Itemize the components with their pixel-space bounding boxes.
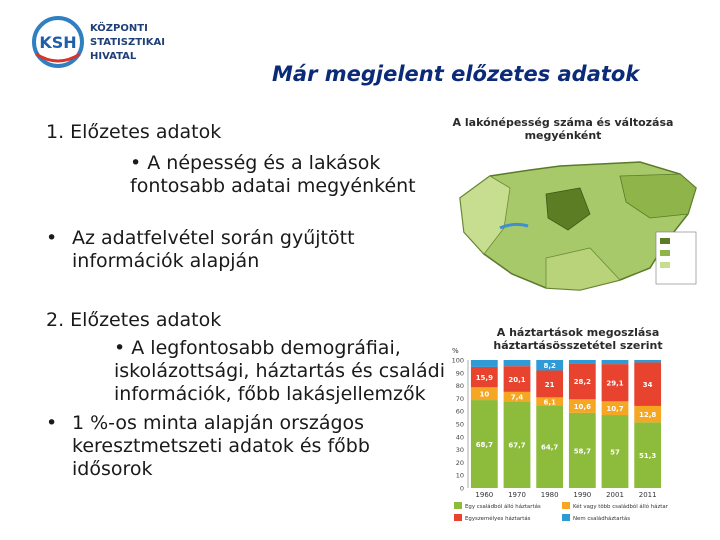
list-item-2: 2. Előzetes adatok [46, 309, 222, 331]
household-chart [446, 346, 668, 534]
data-label-1970-series-2: 20,1 [508, 376, 526, 385]
x-tick-label-1980: 1980 [540, 491, 559, 499]
bar-1990-series-3 [569, 360, 596, 363]
y-tick-label-8: 80 [455, 382, 464, 391]
list-item-2-point: • 1 %-os minta alapján országos keresztmetszeti adatok és főbb idősorok [72, 412, 402, 481]
legend-swatch-2 [454, 514, 462, 521]
legend-swatch-1 [562, 502, 570, 509]
data-label-2001-series-1: 10,7 [606, 405, 624, 414]
data-label-1980-series-1: 6,1 [543, 398, 556, 407]
logo-mark: KSH [39, 33, 77, 52]
bar-2011-series-3 [634, 360, 661, 362]
x-tick-label-1970: 1970 [508, 491, 526, 499]
data-label-1970-series-1: 7,4 [510, 393, 524, 402]
legend-label-2: Egyszemélyes háztartás [465, 516, 531, 522]
list-item-1-point: • Az adatfelvétel során gyűjtött információk alapján [72, 227, 402, 273]
logo-line3: HIVATAL [90, 51, 137, 62]
county-map [450, 158, 700, 298]
y-tick-label-3: 30 [455, 446, 464, 455]
data-label-1960-series-2: 15,9 [475, 374, 493, 383]
legend-swatch-3 [562, 514, 570, 521]
x-tick-label-2001: 2001 [606, 491, 624, 499]
bar-1960-series-3 [471, 360, 498, 367]
data-label-2011-series-1: 12,8 [639, 411, 657, 420]
legend-swatch-0 [454, 502, 462, 509]
data-label-1970-series-0: 67,7 [508, 441, 526, 450]
data-label-2011-series-0: 51,3 [639, 452, 657, 461]
data-label-1960-series-1: 10 [479, 390, 490, 399]
logo-line2: STATISZTIKAI [90, 37, 165, 48]
legend-swatch-2 [660, 250, 670, 256]
list-item-1-subpoint: • A népesség és a lakások fontosabb adatai megyénként [130, 152, 416, 197]
legend-swatch-1 [660, 238, 670, 244]
x-tick-label-1990: 1990 [573, 491, 592, 499]
legend-label-3: Nem családháztartás [573, 516, 631, 522]
chart-caption: A háztartások megoszlása háztartásösszetétel szerint [493, 326, 663, 352]
y-tick-label-5: 50 [455, 420, 464, 429]
legend-label-1: Két vagy több családból álló háztartás [573, 504, 668, 510]
y-tick-label-9: 90 [455, 369, 464, 378]
y-tick-label-2: 20 [455, 458, 464, 467]
data-label-1990-series-0: 58,7 [573, 447, 591, 456]
y-tick-label-6: 60 [455, 407, 464, 416]
y-tick-label-4: 40 [455, 433, 464, 442]
legend-label-0: Egy családból álló háztartás [465, 504, 541, 510]
data-label-1960-series-0: 68,7 [475, 441, 493, 450]
y-axis-unit: % [452, 347, 459, 355]
data-label-1990-series-1: 10,6 [573, 403, 591, 412]
x-tick-label-1960: 1960 [475, 491, 494, 499]
data-label-1980-series-0: 64,7 [541, 443, 559, 452]
list-item-1: 1. Előzetes adatok [46, 121, 222, 143]
y-tick-label-0: 0 [459, 484, 464, 493]
logo-line1: KÖZPONTI [90, 23, 148, 34]
data-label-1990-series-2: 28,2 [573, 378, 591, 387]
slide-title: Már megjelent előzetes adatok [272, 62, 640, 86]
bar-2001-series-3 [602, 360, 629, 364]
map-caption: A lakónépesség száma és változása megyénként [452, 116, 674, 142]
data-label-2001-series-2: 29,1 [606, 379, 624, 388]
data-label-2001-series-0: 57 [610, 448, 620, 457]
y-tick-label-1: 10 [455, 471, 464, 480]
y-tick-label-10: 100 [451, 356, 464, 365]
bar-1970-series-3 [504, 360, 531, 366]
list-item-2-subpoint: • A legfontosabb demográfiai, iskolázottsági, háztartás és családi információk, főbb lakásjellemzők [114, 337, 445, 405]
ksh-logo [30, 14, 190, 70]
legend-swatch-3 [660, 262, 670, 268]
y-tick-label-7: 70 [455, 394, 464, 403]
data-label-1980-series-2: 21 [544, 380, 555, 389]
x-tick-label-2011: 2011 [638, 491, 657, 499]
data-label-2011-series-2: 34 [642, 381, 653, 390]
data-label-1980-series-3: 8,2 [543, 362, 556, 371]
